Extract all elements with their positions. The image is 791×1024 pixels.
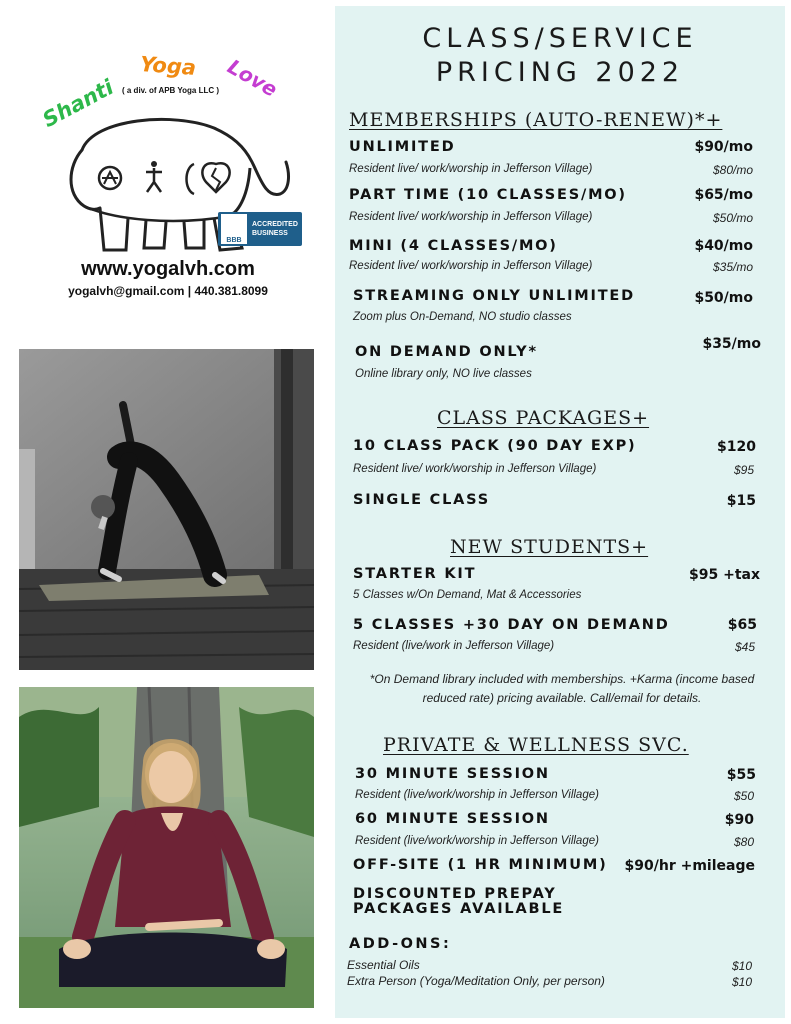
- meditation-image: [19, 687, 314, 1008]
- page-title: [335, 22, 785, 90]
- item-discounted-prepay: [353, 887, 564, 917]
- item-starter-kit: STARTER KIT: [353, 566, 477, 582]
- class-packages-heading: CLASS PACKAGES+: [437, 407, 650, 429]
- price-on-demand-only: $35/mo: [702, 336, 761, 352]
- footnote: [347, 670, 777, 708]
- price-mini: $40/mo: [694, 238, 753, 254]
- logo-word-yoga: Yoga: [139, 52, 197, 80]
- new-students-heading: NEW STUDENTS+: [450, 536, 649, 558]
- addon-essential-oils-price: $10: [731, 959, 752, 973]
- bbb-accredited-badge: [218, 212, 302, 246]
- subprice-60-minute-session: $80: [733, 835, 754, 849]
- item-5-classes-on-demand: 5 CLASSES +30 DAY ON DEMAND: [353, 617, 670, 633]
- item-60-minute-session: 60 MINUTE SESSION: [355, 811, 550, 827]
- subprice-mini: $35/mo: [712, 260, 753, 274]
- title-line2: PRICING 2022: [435, 57, 685, 88]
- price-30-minute-session: $55: [726, 767, 756, 783]
- price-unlimited: $90/mo: [694, 139, 753, 155]
- photo-triangle-pose: [19, 349, 314, 670]
- sub-mini: Resident live/ work/worship in Jefferson Village): [349, 260, 593, 272]
- sub-30-minute-session: Resident (live/work/worship in Jefferson Village): [355, 789, 599, 801]
- item-part-time: PART TIME (10 CLASSES/MO): [349, 187, 627, 203]
- logo-subtitle: ( a div. of APB Yoga LLC ): [122, 86, 220, 95]
- contact-info: yogalvh@gmail.com | 440.381.8099: [68, 284, 268, 298]
- item-streaming-only: STREAMING ONLY UNLIMITED: [353, 288, 635, 304]
- item-single-class: SINGLE CLASS: [353, 492, 491, 508]
- addons-heading: ADD-ONS:: [349, 936, 452, 952]
- addon-extra-person-price: $10: [731, 975, 752, 989]
- subprice-5-classes-on-demand: $45: [734, 640, 755, 654]
- logo-word-love: Love: [223, 54, 282, 102]
- sub-5-classes-on-demand: Resident (live/work in Jefferson Village): [353, 640, 555, 652]
- footnote-line1: *On Demand library included with memberships. +Karma (income based: [369, 672, 755, 686]
- subprice-10-class-pack: $95: [733, 463, 754, 477]
- logo-word-shanti: Shanti: [38, 74, 118, 132]
- bbb-seal-icon: BBB: [221, 214, 247, 244]
- addon-extra-person: Extra Person (Yoga/Meditation Only, per person): [347, 974, 605, 988]
- item-off-site: OFF-SITE (1 HR MINIMUM): [353, 857, 608, 873]
- item-10-class-pack: 10 CLASS PACK (90 DAY EXP): [353, 438, 637, 454]
- sub-unlimited: Resident live/ work/worship in Jefferson Village): [349, 163, 593, 175]
- price-off-site: $90/hr +mileage: [624, 858, 755, 874]
- discounted-prepay-line2: PACKAGES AVAILABLE: [353, 901, 565, 917]
- item-30-minute-session: 30 MINUTE SESSION: [355, 766, 550, 782]
- private-wellness-heading: PRIVATE & WELLNESS SVC.: [383, 734, 689, 756]
- addon-essential-oils: Essential Oils: [347, 958, 420, 972]
- price-starter-kit: $95 +tax: [689, 567, 760, 583]
- sub-streaming-only: Zoom plus On-Demand, NO studio classes: [353, 311, 572, 323]
- footnote-line2: reduced rate) pricing available. Call/email for details.: [422, 691, 702, 705]
- price-single-class: $15: [726, 493, 756, 509]
- sub-part-time: Resident live/ work/worship in Jefferson Village): [349, 211, 593, 223]
- business-logo: [40, 44, 296, 306]
- subprice-30-minute-session: $50: [733, 789, 754, 803]
- price-60-minute-session: $90: [724, 812, 754, 828]
- pricing-panel: [335, 6, 785, 1018]
- price-streaming-only: $50/mo: [694, 290, 753, 306]
- memberships-heading: MEMBERSHIPS (AUTO-RENEW)*+: [349, 109, 723, 131]
- website-url: www.yogalvh.com: [81, 258, 255, 280]
- sub-10-class-pack: Resident live/ work/worship in Jefferson Village): [353, 463, 597, 475]
- price-10-class-pack: $120: [717, 439, 756, 455]
- item-mini: MINI (4 CLASSES/MO): [349, 238, 558, 254]
- sub-60-minute-session: Resident (live/work/worship in Jefferson Village): [355, 835, 599, 847]
- title-line1: CLASS/SERVICE: [422, 23, 698, 54]
- photo-seated-meditation: [19, 687, 314, 1008]
- subprice-unlimited: $80/mo: [712, 163, 753, 177]
- price-5-classes-on-demand: $65: [727, 617, 757, 633]
- bbb-line2: BUSINESS: [252, 230, 288, 237]
- triangle-pose-image: [19, 349, 314, 670]
- bbb-line1: ACCREDITED: [252, 221, 298, 228]
- subprice-part-time: $50/mo: [712, 211, 753, 225]
- sub-on-demand-only: Online library only, NO live classes: [355, 368, 532, 380]
- item-on-demand-only: ON DEMAND ONLY*: [355, 344, 538, 360]
- discounted-prepay-line1: DISCOUNTED PREPAY: [353, 886, 557, 902]
- price-part-time: $65/mo: [694, 187, 753, 203]
- sub-starter-kit: 5 Classes w/On Demand, Mat & Accessories: [353, 589, 582, 601]
- item-unlimited: UNLIMITED: [349, 139, 456, 155]
